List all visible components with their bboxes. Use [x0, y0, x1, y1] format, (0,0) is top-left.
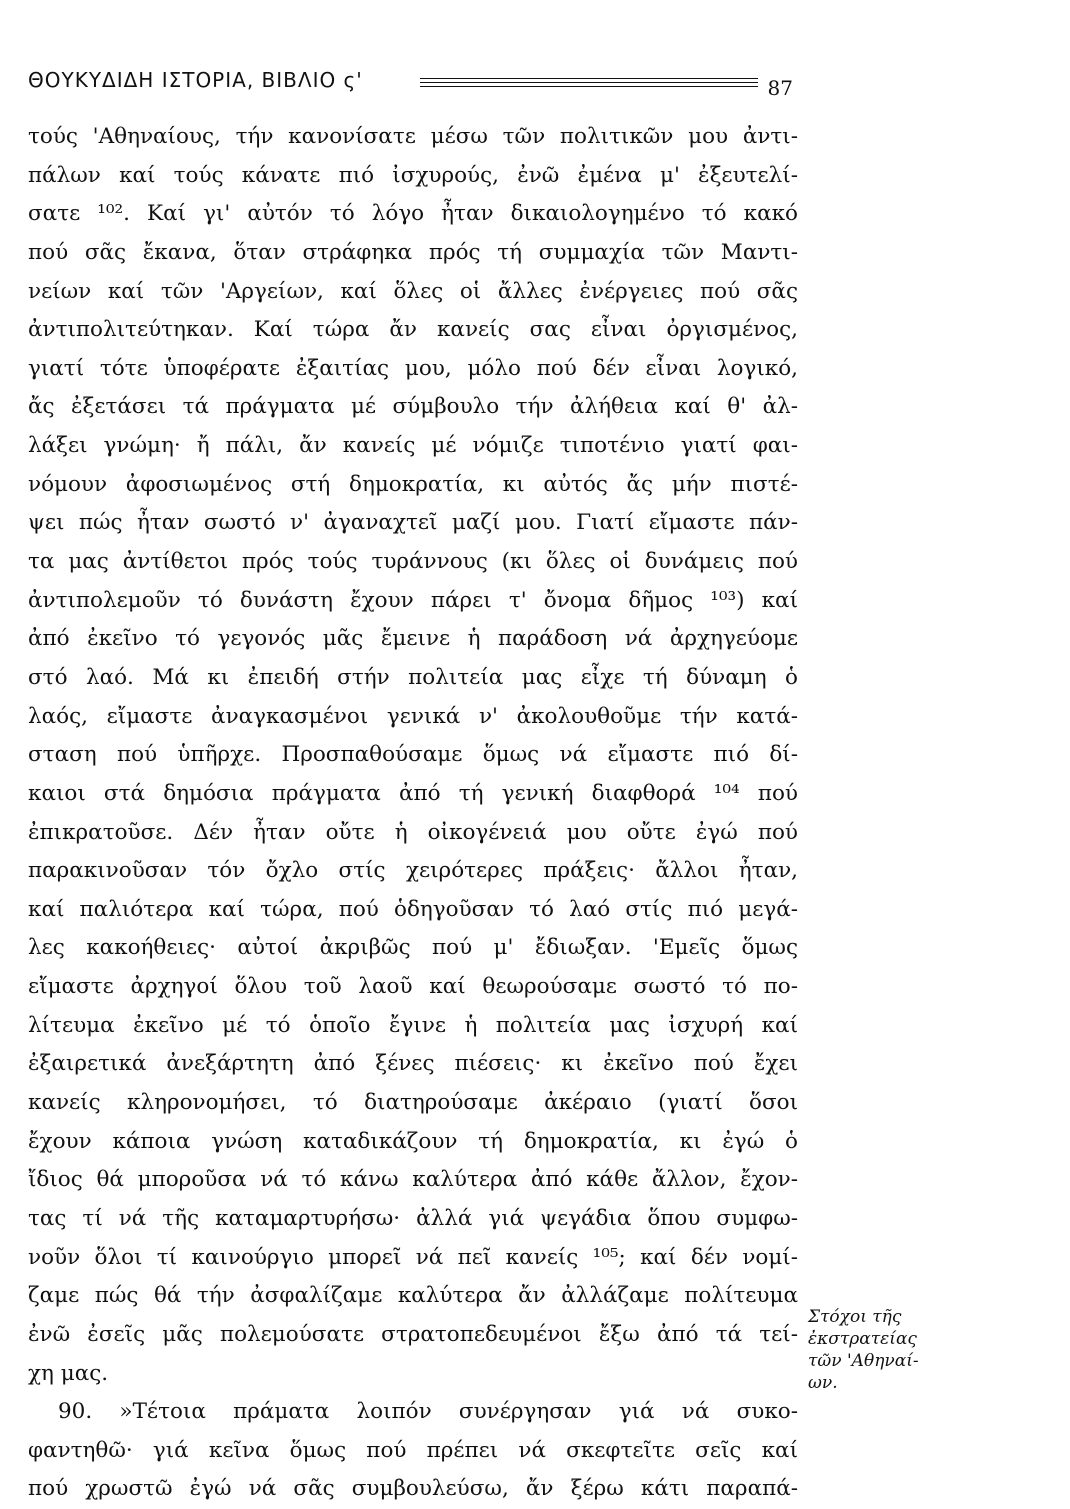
- text-line: ἀπό ἐκεῖνο τό γεγονός μᾶς ἔμεινε ἡ παράδοση νά ἀρχηγεύομε: [28, 626, 798, 652]
- text-line: καιοι στά δημόσια πράγματα ἀπό τή γενική διαφθορά ¹⁰⁴ πού: [28, 780, 798, 806]
- header-rule: [420, 86, 758, 87]
- text-line: νόμουν ἀφοσιωμένος στή δημοκρατία, κι αὐτός ἄς μήν πιστέ-: [28, 471, 798, 497]
- text-line: καί παλιότερα καί τώρα, πού ὁδηγοῦσαν τό λαό στίς πιό μεγά-: [28, 896, 798, 922]
- running-header: [28, 68, 803, 108]
- margin-note: [808, 1306, 958, 1394]
- text-line: τούς 'Αθηναίους, τήν κανονίσατε μέσω τῶν πολιτικῶν μου ἀντι-: [28, 124, 798, 149]
- text-line: ἐπικρατοῦσε. Δέν ἦταν οὔτε ἡ οἰκογένειά μου οὔτε ἐγώ πού: [28, 819, 798, 845]
- text-line: λάξει γνώμη· ἤ πάλι, ἄν κανείς μέ νόμιζε τιποτένιο γιατί φαι-: [28, 433, 798, 459]
- text-line: λες κακοήθειες· αὐτοί ἀκριβῶς πού μ' ἔδιωξαν. 'Εμεῖς ὅμως: [28, 935, 798, 961]
- text-line: στό λαό. Μά κι ἐπειδή στήν πολιτεία μας εἶχε τή δύναμη ὁ: [28, 664, 798, 690]
- text-line: τας τί νά τῆς καταμαρτυρήσω· ἀλλά γιά ψεγάδια ὅπου συμφω-: [28, 1205, 798, 1231]
- text-line: λαός, εἴμαστε ἀναγκασμένοι γενικά ν' ἀκολουθοῦμε τήν κατά-: [28, 703, 798, 729]
- text-line: κανείς κληρονομήσει, τό διατηρούσαμε ἀκέραιο (γιατί ὅσοι: [28, 1090, 798, 1116]
- text-line: σταση πού ὑπῆρχε. Προσπαθούσαμε ὅμως νά εἴμαστε πιό δί-: [28, 742, 798, 768]
- text-line: πού χρωστῶ ἐγώ νά σᾶς συμβουλεύσω, ἄν ξέρω κάτι παραπά-: [28, 1476, 798, 1502]
- text-line: τα μας ἀντίθετοι πρός τούς τυράννους (κι ὅλες οἱ δυνάμεις πού: [28, 549, 798, 575]
- text-line: ἐξαιρετικά ἀνεξάρτητη ἀπό ξένες πιέσεις· κι ἐκεῖνο πού ἔχει: [28, 1051, 798, 1077]
- header-rule: [420, 82, 758, 83]
- margin-note-line: ἐκστρατείας: [808, 1329, 917, 1349]
- text-line: σατε ¹⁰². Καί γι' αὐτόν τό λόγο ἦταν δικαιολογημένο τό κακό: [28, 201, 798, 227]
- text-line: ἀντιπολιτεύτηκαν. Καί τώρα ἄν κανείς σας εἶναι ὀργισμένος,: [28, 317, 798, 343]
- body-text: [28, 118, 798, 1509]
- text-line: νείων καί τῶν 'Αργείων, καί ὅλες οἱ ἄλλες ἐνέργειες πού σᾶς: [28, 278, 798, 304]
- chapter-start-line: 90. »Τέτοια πράματα λοιπόν συνέργησαν γιά νά συκο-: [58, 1399, 798, 1425]
- text-line: ἀντιπολεμοῦν τό δυνάστη ἔχουν πάρει τ' ὄνομα δῆμος ¹⁰³) καί: [28, 587, 798, 613]
- margin-note-line: Στόχοι τῆς: [808, 1307, 902, 1327]
- text-line: ἐνῶ ἐσεῖς μᾶς πολεμούσατε στρατοπεδευμένοι ἔξω ἀπό τά τεί-: [28, 1321, 798, 1347]
- text-line: ζαμε πώς θά τήν ἀσφαλίζαμε καλύτερα ἄν ἀλλάζαμε πολίτευμα: [28, 1283, 798, 1309]
- text-line: εἴμαστε ἀρχηγοί ὅλου τοῦ λαοῦ καί θεωρούσαμε σωστό τό πο-: [28, 974, 798, 1000]
- text-line: νοῦν ὅλοι τί καινούργιο μπορεῖ νά πεῖ κανείς ¹⁰⁵; καί δέν νομί-: [28, 1244, 798, 1270]
- text-line: παρακινοῦσαν τόν ὄχλο στίς χειρότερες πράξεις· ἄλλοι ἦταν,: [28, 858, 798, 884]
- text-line: πού σᾶς ἔκανα, ὅταν στράφηκα πρός τή συμμαχία τῶν Μαντι-: [28, 239, 798, 265]
- text-line: φαντηθῶ· γιά κεῖνα ὅμως πού πρέπει νά σκεφτεῖτε σεῖς καί: [28, 1437, 798, 1463]
- margin-note-line: τῶν 'Αθηναί-: [808, 1351, 919, 1371]
- margin-note-line: ων.: [808, 1373, 838, 1393]
- text-line: χη μας.: [28, 1360, 109, 1386]
- text-line: γιατί τότε ὑποφέρατε ἐξαιτίας μου, μόλο πού δέν εἶναι λογικό,: [28, 355, 798, 381]
- header-rule: [420, 78, 758, 79]
- running-title: ΘΟΥΚΥΔΙΔΗ ΙΣΤΟΡΙΑ, ΒΙΒΛΙΟ ς': [28, 68, 363, 92]
- text-line: ἄς ἐξετάσει τά πράγματα μέ σύμβουλο τήν ἀλήθεια καί θ' ἀλ-: [28, 394, 798, 420]
- text-line: ἴδιος θά μποροῦσα νά τό κάνω καλύτερα ἀπό κάθε ἄλλον, ἔχον-: [28, 1167, 798, 1193]
- page-number: 87: [767, 76, 793, 100]
- text-line: ἔχουν κάποια γνώση καταδικάζουν τή δημοκρατία, κι ἐγώ ὁ: [28, 1128, 798, 1154]
- text-line: λίτευμα ἐκεῖνο μέ τό ὁποῖο ἔγινε ἡ πολιτεία μας ἰσχυρή καί: [28, 1012, 798, 1038]
- text-line: πάλων καί τούς κάνατε πιό ἰσχυρούς, ἐνῶ ἐμένα μ' ἐξευτελί-: [28, 162, 798, 188]
- text-line: ψει πώς ἦταν σωστό ν' ἀγαναχτεῖ μαζί μου. Γιατί εἴμαστε πάν-: [28, 510, 798, 536]
